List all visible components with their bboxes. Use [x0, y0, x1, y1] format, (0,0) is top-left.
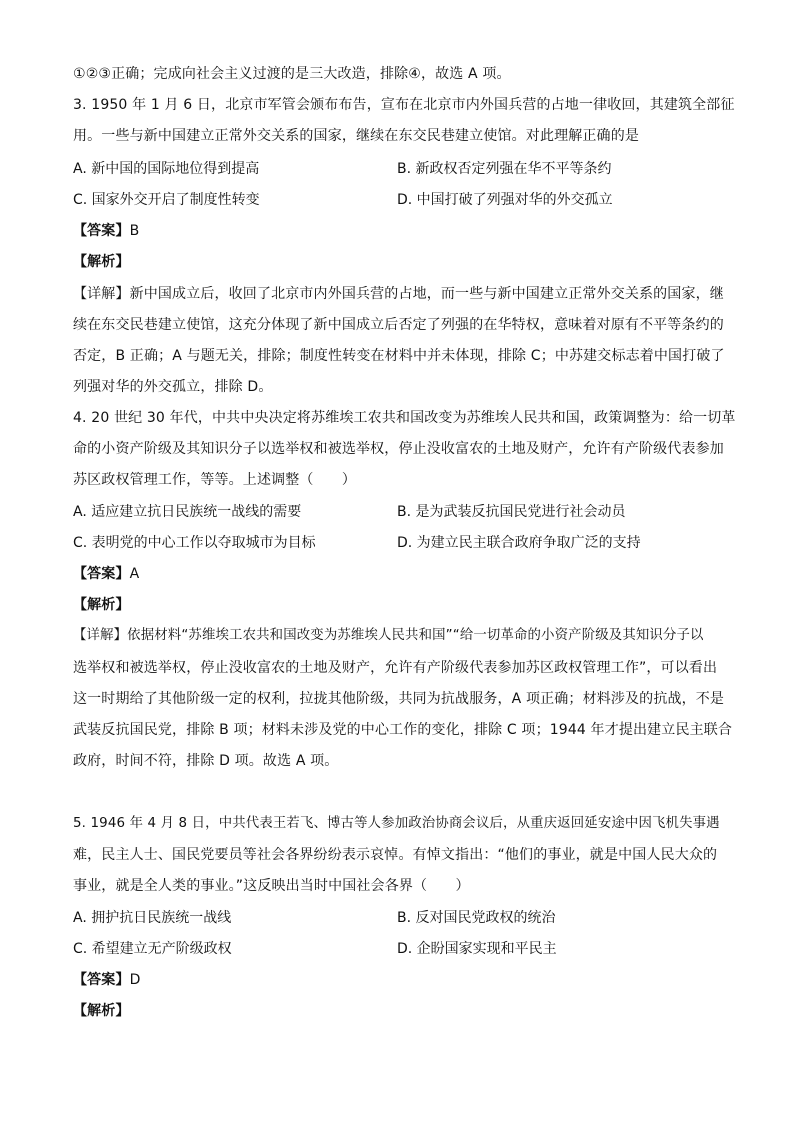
q4-answer-row [73, 564, 139, 584]
q3-stem-line-1: 3. 1950 年 1 月 6 日，北京市军管会颁布布告，宣布在北京市内外国兵营的占地一律收回，其建筑全部征 [73, 97, 735, 113]
q5-option-a: A. 拥护抗日民族统一战线 [73, 910, 232, 926]
q3-option-b: B. 新政权否定列强在华不平等条约 [397, 161, 612, 177]
q4-option-c: C. 表明党的中心工作以夺取城市为目标 [73, 535, 316, 551]
q5-answer-label: 【答案】 [73, 972, 130, 988]
q3-answer-value: B [129, 223, 140, 239]
q4-analysis-label: 【解析】 [73, 597, 130, 613]
q4-detail-line-1: 【详解】依据材料“苏维埃工农共和国改变为苏维埃人民共和国”“给一切革命的小资产阶级及其知识分子以 [73, 628, 704, 643]
q4-answer-value: A [129, 566, 140, 582]
q3-detail-line-4: 列强对华的外交孤立，排除 D。 [73, 379, 273, 395]
q4-option-b: B. 是为武装反抗国民党进行社会动员 [397, 504, 626, 520]
q3-analysis-label: 【解析】 [73, 254, 130, 270]
q5-option-b: B. 反对国民党政权的统治 [397, 910, 556, 926]
q3-answer-label: 【答案】 [73, 223, 130, 239]
q3-option-a: A. 新中国的国际地位得到提高 [73, 161, 260, 177]
q3-stem-line-2: 用。一些与新中国建立正常外交关系的国家，继续在东交民巷建立使馆。对此理解正确的是 [73, 128, 639, 144]
q4-detail-line-5: 政府，时间不符，排除 D 项。故选 A 项。 [73, 753, 339, 769]
q3-option-d: D. 中国打破了列强对华的外交孤立 [397, 192, 613, 208]
q5-option-d: D. 企盼国家实现和平民主 [397, 941, 557, 957]
q5-answer-row [73, 970, 141, 990]
q3-detail-line-2: 续在东交民巷建立使馆，这充分体现了新中国成立后否定了列强的在华特权，意味着对原有不平等条约的 [73, 317, 724, 333]
q3-detail-line-1: 【详解】新中国成立后，收回了北京市内外国兵营的占地，而一些与新中国建立正常外交关系的国家，继 [73, 286, 724, 302]
q4-detail-line-2: 选举权和被选举权，停止没收富农的土地及财产，允许有产阶级代表参加苏区政权管理工作”，可以看出 [73, 660, 718, 676]
q5-option-c: C. 希望建立无产阶级政权 [73, 941, 232, 957]
q4-stem-line-1: 4. 20 世纪 30 年代，中共中央决定将苏维埃工农共和国改变为苏维埃人民共和国，政策调整为：给一切革 [73, 410, 736, 426]
q4-answer-label: 【答案】 [73, 566, 130, 582]
q3-option-c: C. 国家外交开启了制度性转变 [73, 192, 260, 208]
q4-detail-line-3: 这一时期给了其他阶级一定的权利，拉拢其他阶级，共同为抗战服务，A 项正确；材料涉及的抗战，不是 [73, 691, 725, 707]
q4-option-d: D. 为建立民主联合政府争取广泛的支持 [397, 535, 641, 551]
q5-stem-line-2: 难，民主人士、国民党要员等社会各界纷纷表示哀悼。有悼文指出：“他们的事业，就是中国人民大众的 [73, 847, 718, 863]
q4-stem-line-3: 苏区政权管理工作，等等。上述调整（ ） [73, 472, 356, 488]
q4-detail-line-4: 武装反抗国民党，排除 B 项；材料未涉及党的中心工作的变化，排除 C 项；1944 年才提出建立民主联合 [73, 722, 733, 738]
q2-tail-text: ①②③正确；完成向社会主义过渡的是三大改造，排除④，故选 A 项。 [73, 66, 511, 82]
q5-answer-value: D [129, 972, 141, 988]
q5-stem-line-3: 事业，就是全人类的事业。”这反映出当时中国社会各界（ ） [73, 878, 470, 894]
q5-stem-line-1: 5. 1946 年 4 月 8 日，中共代表王若飞、博古等人参加政治协商会议后，从重庆返回延安途中因飞机失事遇 [73, 816, 720, 831]
q4-stem-line-2: 命的小资产阶级及其知识分子以选举权和被选举权，停止没收富农的土地及财产，允许有产阶级代表参加 [73, 441, 724, 457]
q3-detail-line-3: 否定，B 正确；A 与题无关，排除；制度性转变在材料中并未体现，排除 C；中苏建交标志着中国打破了 [73, 348, 725, 364]
q5-analysis-label: 【解析】 [73, 1003, 130, 1019]
q3-answer-row [73, 221, 139, 241]
q4-option-a: A. 适应建立抗日民族统一战线的需要 [73, 504, 302, 520]
